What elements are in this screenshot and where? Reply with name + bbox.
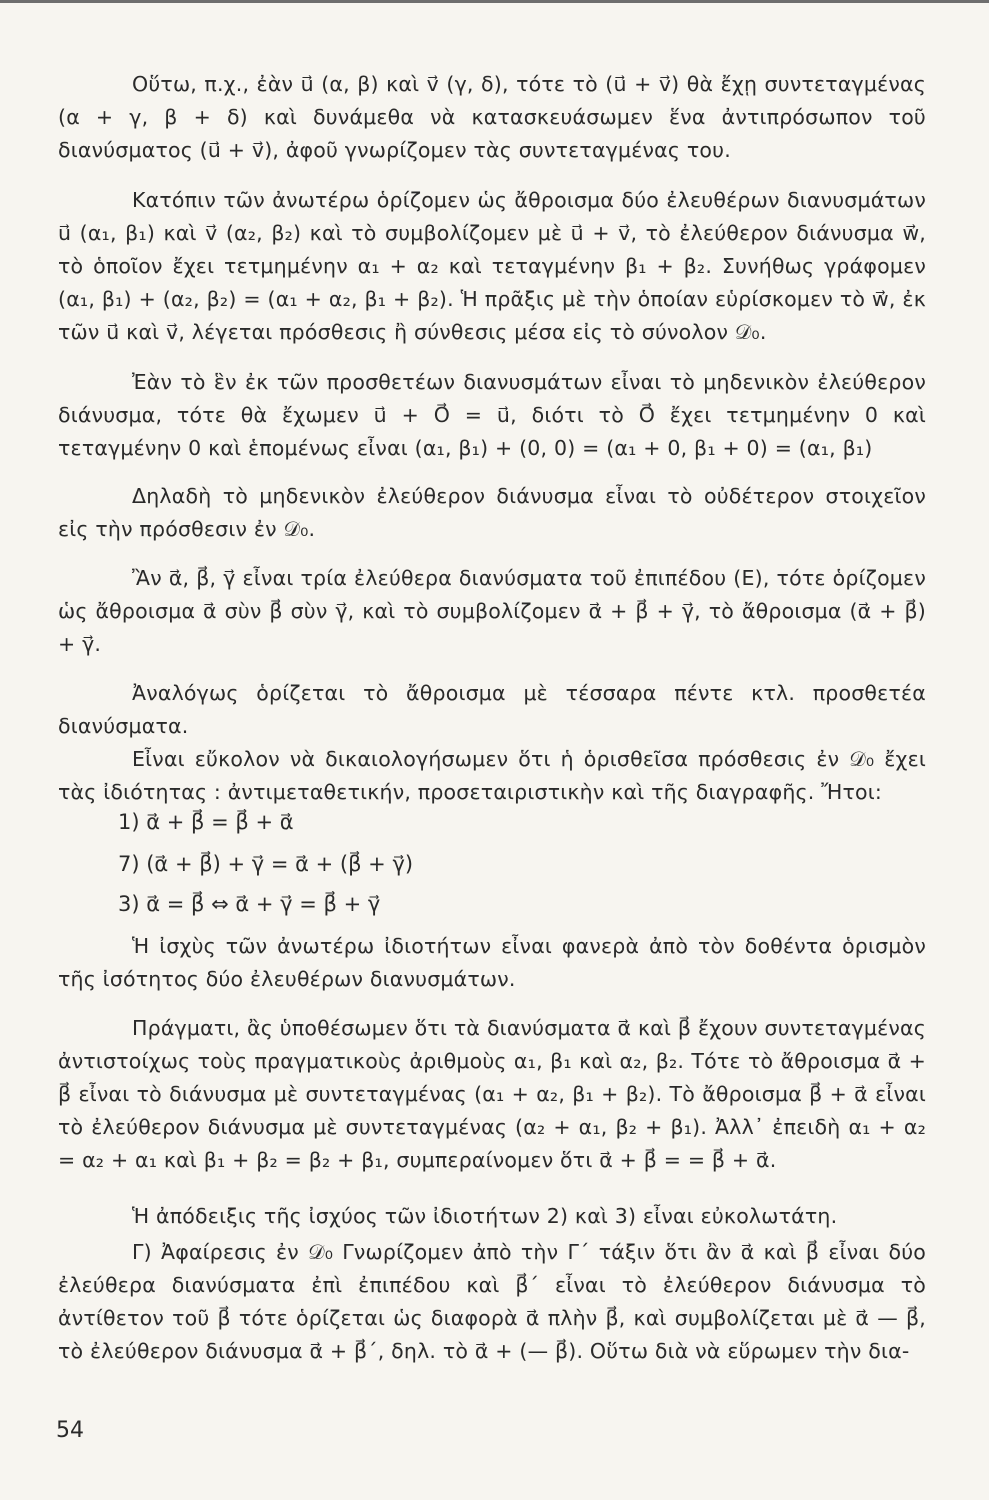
page-number: 54 — [56, 1418, 84, 1443]
paragraph-8: Ἡ ἰσχὺς τῶν ἀνωτέρω ἰδιοτήτων εἶναι φανερὰ ἀπὸ τὸν δοθέντα ὁρισμὸν τῆς ἰσότητος δύο ἐλευθέρων διανυσμάτων. — [58, 934, 926, 991]
paragraph-2: Κατόπιν τῶν ἀνωτέρω ὁρίζομεν ὡς ἄθροισμα δύο ἐλευθέρων διανυσμάτων u⃗ (α₁, β₁) καὶ v⃗ (α₂, β₂) καὶ τὸ συμβολίζομεν μὲ u⃗ + v⃗, τὸ ἐλεύθερον διάνυσμα w⃗, τὸ ὁποῖον ἔχει τετμημένην α₁ + α₂ καὶ τεταγμένην β₁ + β₂. Συνήθως γράφομεν (α₁, β₁) + (α₂, β₂) = (α₁ + α₂, β₁ + β₂). Ἡ πρᾶξις μὲ τὴν ὁποίαν εὑρίσκομεν τὸ w⃗, ἐκ τῶν u⃗ καὶ v⃗, λέγεται πρόσθεσις ἢ σύνθεσις μέσα εἰς τὸ σύνολον 𝒟₀. — [58, 188, 926, 344]
paragraph-7: Εἶναι εὔκολον νὰ δικαιολογήσωμεν ὅτι ἡ ὁρισθεῖσα πρόσθεσις ἐν 𝒟₀ ἔχει τὰς ἰδιότητας : ἀντιμεταθετικήν, προσεταιριστικὴν καὶ τῆς διαγραφῆς. Ἤτοι: — [58, 747, 926, 804]
paragraph-10: Ἡ ἀπόδειξις τῆς ἰσχύος τῶν ἰδιοτήτων 2) καὶ 3) εἶναι εὐκολωτάτη. — [132, 1204, 838, 1228]
paragraph-11: Γ) Ἀφαίρεσις ἐν 𝒟₀ Γνωρίζομεν ἀπὸ τὴν Γ΄ τάξιν ὅτι ἂν α⃗ καὶ β⃗ εἶναι δύο ἐλεύθερα διανύσματα ἐπὶ ἐπιπέδου καὶ β⃗΄ εἶναι τὸ ἐλεύθερον διάνυσμα τὸ ἀντίθετον τοῦ β⃗ τότε ὁρίζεται ὡς διαφορὰ α⃗ πλὴν β⃗, καὶ συμβολίζεται μὲ α⃗ — β⃗, τὸ ἐλεύθερον διάνυσμα α⃗ + β⃗΄, δηλ. τὸ α⃗ + (— β⃗). Οὕτω διὰ νὰ εὕρωμεν τὴν δια- — [58, 1240, 926, 1363]
paragraph-5: Ἂν α⃗, β⃗, γ⃗ εἶναι τρία ἐλεύθερα διανύσματα τοῦ ἐπιπέδου (Ε), τότε ὁρίζομεν ὡς ἄθροισμα α⃗ σὺν β⃗ σὺν γ⃗, καὶ τὸ συμβολίζομεν α⃗ + β⃗ + γ⃗, τὸ ἄθροισμα (α⃗ + β⃗) + γ⃗. — [58, 566, 926, 656]
paragraph-1: Οὕτω, π.χ., ἐὰν u⃗ (α, β) καὶ v⃗ (γ, δ), τότε τὸ (u⃗ + v⃗) θὰ ἔχῃ συντεταγμένας (α + γ, β + δ) καὶ δυνάμεθα νὰ κατασκευάσωμεν ἕνα ἀντιπρόσωπον τοῦ διανύσματος (u⃗ + v⃗), ἀφοῦ γνωρίζομεν τὰς συντεταγμένας του. — [58, 72, 926, 162]
paragraph-4: Δηλαδὴ τὸ μηδενικὸν ἐλεύθερον διάνυσμα εἶναι τὸ οὐδέτερον στοιχεῖον εἰς τὴν πρόσθεσιν ἐν 𝒟₀. — [58, 484, 926, 541]
equation-3: 3) α⃗ = β⃗ ⇔ α⃗ + γ⃗ = β⃗ + γ⃗ — [118, 892, 381, 916]
paragraph-3: Ἐὰν τὸ ἓν ἐκ τῶν προσθετέων διανυσμάτων εἶναι τὸ μηδενικὸν ἐλεύθερον διάνυσμα, τότε θὰ ἔχωμεν u⃗ + O⃗ = u⃗, διότι τὸ O⃗ ἔχει τετμημένην 0 καὶ τεταγμένην 0 καὶ ἑπομένως εἶναι (α₁, β₁) + (0, 0) = (α₁ + 0, β₁ + 0) = (α₁, β₁) — [58, 370, 926, 460]
paragraph-9: Πράγματι, ἂς ὑποθέσωμεν ὅτι τὰ διανύσματα α⃗ καὶ β⃗ ἔχουν συντεταγμένας ἀντιστοίχως τοὺς πραγματικοὺς ἀριθμοὺς α₁, β₁ καὶ α₂, β₂. Τότε τὸ ἄθροισμα α⃗ + β⃗ εἶναι τὸ διάνυσμα μὲ συντεταγμένας (α₁ + α₂, β₁ + β₂). Τὸ ἄθροισμα β⃗ + α⃗ εἶναι τὸ ἐλεύθερον διάνυσμα μὲ συντεταγμένας (α₂ + α₁, β₂ + β₁). Ἀλλ᾽ ἐπειδὴ α₁ + α₂ = α₂ + α₁ καὶ β₁ + β₂ = β₂ + β₁, συμπεραίνομεν ὅτι α⃗ + β⃗ = = β⃗ + α⃗. — [58, 1016, 926, 1172]
paragraph-6: Ἀναλόγως ὁρίζεται τὸ ἄθροισμα μὲ τέσσαρα πέντε κτλ. προσθετέα διανύσματα. — [58, 681, 926, 738]
equation-7: 7) (α⃗ + β⃗) + γ⃗ = α⃗ + (β⃗ + γ⃗) — [118, 852, 414, 876]
equation-1: 1) α⃗ + β⃗ = β⃗ + α⃗ — [118, 810, 294, 834]
scan-edge-line — [0, 0, 989, 3]
